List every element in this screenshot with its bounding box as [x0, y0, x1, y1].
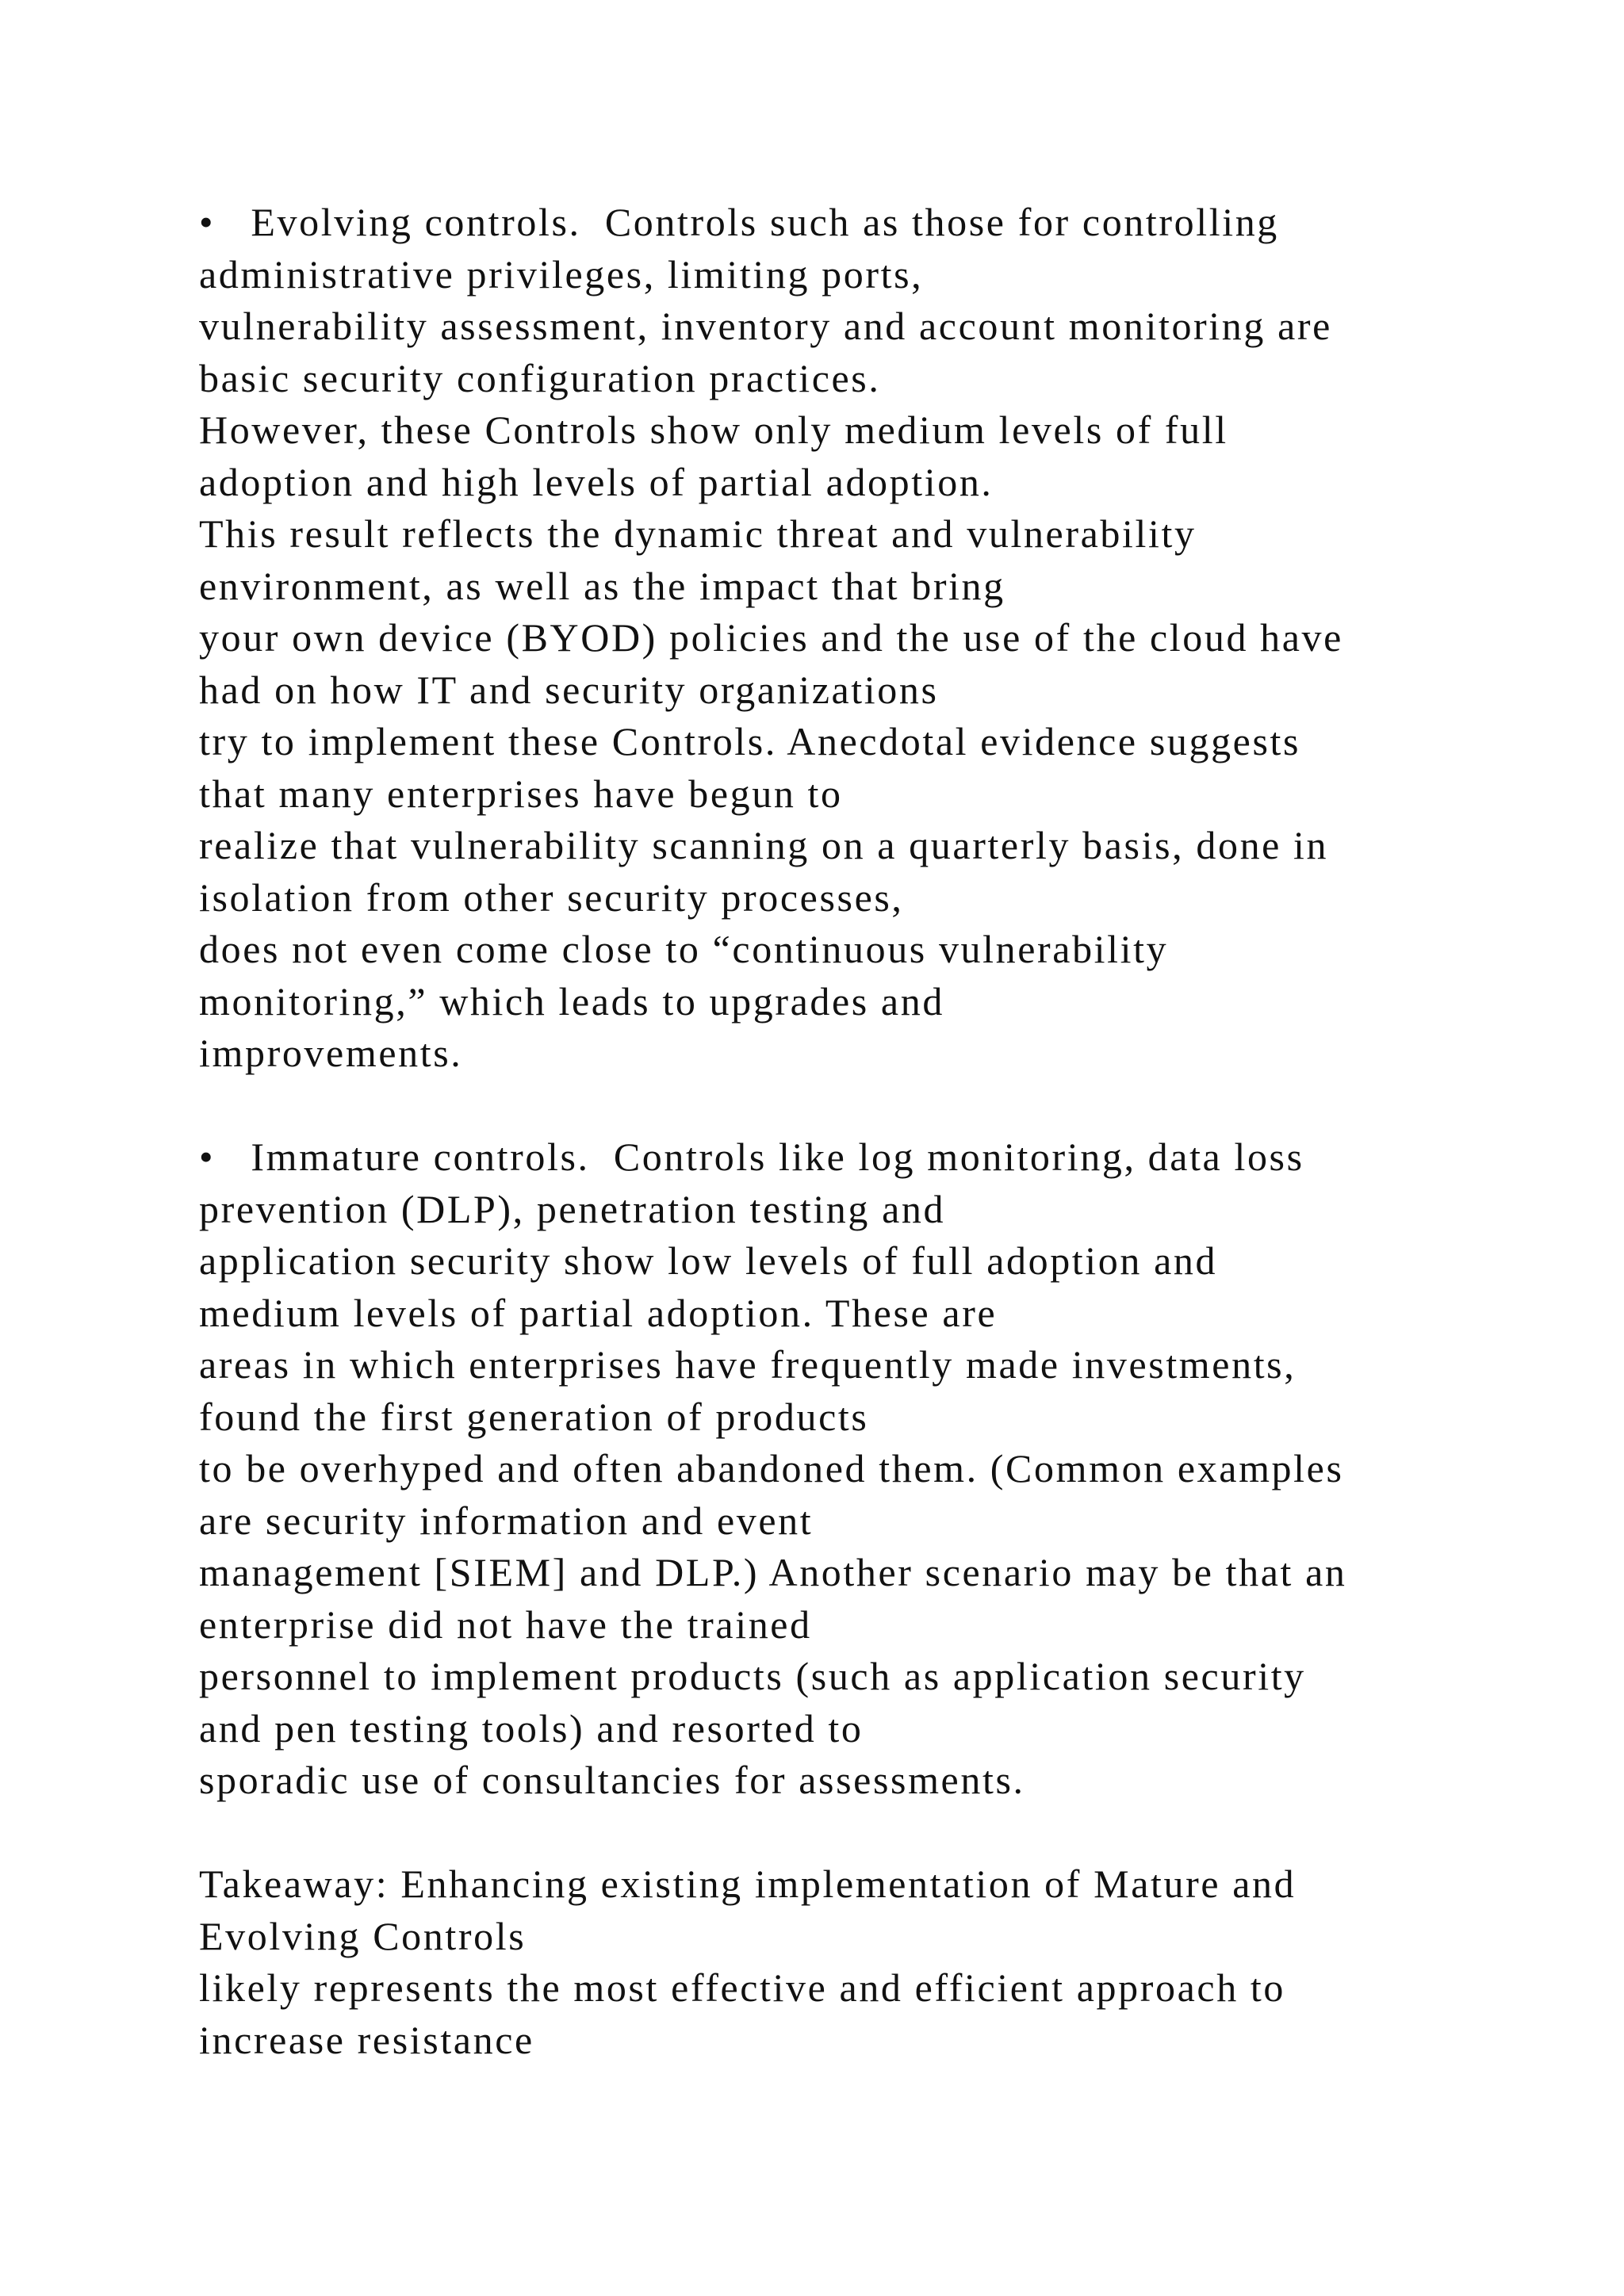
text-line: Evolving Controls: [199, 1913, 527, 1958]
text-line: vulnerability assessment, inventory and account monitoring are: [199, 304, 1332, 348]
text-line: areas in which enterprises have frequently made investments,: [199, 1342, 1297, 1387]
text-line: • Immature controls. Controls like log monitoring, data loss: [199, 1135, 1304, 1179]
paragraph-evolving-controls: [199, 197, 1547, 1080]
text-line: likely represents the most effective and efficient approach to: [199, 1965, 1285, 2010]
paragraph-spacer: [199, 1807, 1547, 1859]
text-line: prevention (DLP), penetration testing and: [199, 1186, 946, 1231]
text-line: Takeaway: Enhancing existing implementation of Mature and: [199, 1862, 1297, 1906]
text-line: increase resistance: [199, 2017, 534, 2062]
text-line: try to implement these Controls. Anecdotal evidence suggests: [199, 719, 1301, 763]
text-line: environment, as well as the impact that bring: [199, 563, 1005, 608]
text-line: enterprise did not have the trained: [199, 1601, 812, 1647]
paragraph-spacer: [199, 1080, 1547, 1132]
text-line: This result reflects the dynamic threat and vulnerability: [199, 511, 1197, 556]
text-line: are security information and event: [199, 1498, 814, 1543]
text-line: had on how IT and security organizations: [199, 667, 939, 712]
paragraph-takeaway: [199, 1858, 1547, 2066]
text-line: isolation from other security processes,: [199, 874, 904, 920]
text-line: administrative privileges, limiting ports,: [199, 251, 924, 297]
text-line: application security show low levels of full adoption and: [199, 1238, 1218, 1283]
text-line: management [SIEM] and DLP.) Another scenario may be that an: [199, 1550, 1347, 1594]
text-line: monitoring,” which leads to upgrades and: [199, 978, 944, 1024]
text-line: adoption and high levels of partial adoption.: [199, 459, 994, 504]
text-line: found the first generation of products: [199, 1394, 869, 1439]
text-line: medium levels of partial adoption. These are: [199, 1290, 998, 1335]
text-line: and pen testing tools) and resorted to: [199, 1705, 864, 1751]
text-line: basic security configuration practices.: [199, 355, 881, 400]
text-line: improvements.: [199, 1031, 463, 1075]
text-line: realize that vulnerability scanning on a quarterly basis, done in: [199, 823, 1329, 867]
document-body: [199, 197, 1547, 2066]
text-line: However, these Controls show only medium levels of full: [199, 408, 1228, 452]
text-line: • Evolving controls. Controls such as those for controlling: [199, 200, 1279, 244]
text-line: that many enterprises have begun to: [199, 771, 843, 816]
text-line: does not even come close to “continuous vulnerability: [199, 927, 1169, 971]
paragraph-immature-controls: [199, 1131, 1547, 1807]
text-line: your own device (BYOD) policies and the use of the cloud have: [199, 615, 1343, 660]
text-line: sporadic use of consultancies for assessments.: [199, 1758, 1025, 1802]
text-line: personnel to implement products (such as application security: [199, 1654, 1306, 1698]
text-line: to be overhyped and often abandoned them. (Common examples: [199, 1446, 1344, 1490]
